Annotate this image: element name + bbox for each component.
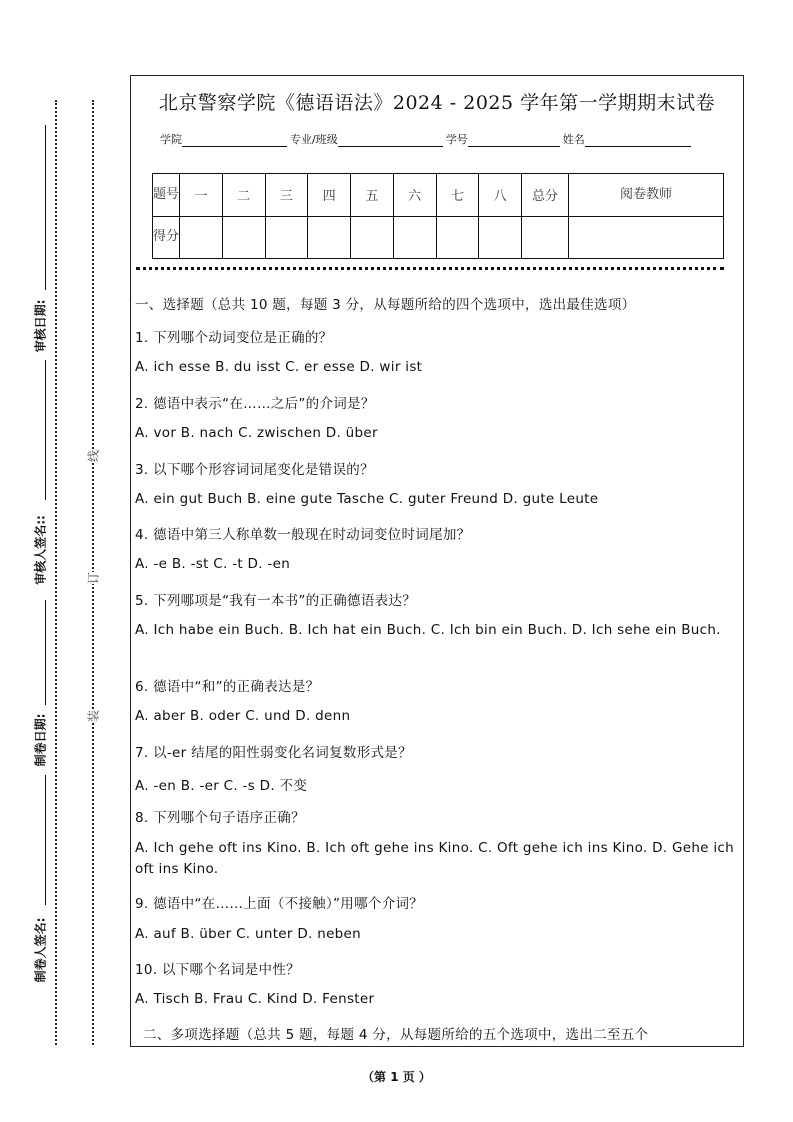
question-7-options: A. -en B. -er C. -s D. 不变 <box>135 778 308 794</box>
college-label: 学院 <box>160 133 182 146</box>
score-col: 二 <box>222 174 265 217</box>
binding-char-xian: 线 <box>86 449 101 463</box>
college-field[interactable] <box>182 132 287 147</box>
question-4: 4. 德语中第三人称单数一般现在时动词变位时词尾加？ <box>135 527 471 543</box>
preparer-signature-line <box>45 775 46 905</box>
score-table-header-row <box>153 174 724 217</box>
student-id-label: 学号 <box>445 133 468 146</box>
question-9-options: A. auf B. über C. unter D. neben <box>135 926 362 942</box>
question-10: 10. 以下哪个名词是中性？ <box>135 962 300 978</box>
question-4-options: A. -e B. -st C. -t D. -en <box>135 556 291 572</box>
section-2-heading: 二、多项选择题（总共 5 题，每题 4 分，从每题所给的五个选项中，选出二至五个 <box>143 1027 649 1043</box>
score-col: 四 <box>308 174 351 217</box>
binding-char-ding: 订 <box>86 571 101 585</box>
student-id-field[interactable] <box>468 132 560 147</box>
binding-char-zhuang: 装 <box>86 709 101 723</box>
score-cell[interactable] <box>222 216 265 259</box>
name-field[interactable] <box>585 132 691 147</box>
question-1: 1. 下列哪个动词变位是正确的？ <box>135 330 333 346</box>
review-date-label: 审核日期: <box>33 299 48 353</box>
score-col: 三 <box>265 174 308 217</box>
score-table-score-row <box>153 216 724 259</box>
question-2-options: A. vor B. nach C. zwischen D. über <box>135 425 378 441</box>
question-3-options: A. ein gut Buch B. eine gute Tasche C. guter Freund D. gute Leute <box>135 491 599 507</box>
score-col: 六 <box>393 174 436 217</box>
prepare-date-label: 制卷日期: <box>33 713 48 767</box>
score-cell[interactable] <box>393 216 436 259</box>
question-10-options: A. Tisch B. Frau C. Kind D. Fenster <box>135 991 375 1007</box>
question-8: 8. 下列哪个句子语序正确？ <box>135 810 305 826</box>
major-label: 专业/班级 <box>290 133 338 146</box>
binding-dotted-line-outer <box>55 100 57 1045</box>
score-cell[interactable] <box>351 216 394 259</box>
section-divider <box>136 267 724 270</box>
preparer-signature-label: 制卷人签名: <box>33 917 48 983</box>
score-col: 五 <box>351 174 394 217</box>
page-number: （第 1 页 ） <box>362 1070 431 1084</box>
score-col: 一 <box>180 174 223 217</box>
name-label: 姓名 <box>562 133 585 146</box>
reviewer-signature-line <box>45 360 46 500</box>
reviewer-signature-label: 审核人签名:: <box>33 515 48 585</box>
section-1-heading: 一、选择题（总共 10 题，每题 3 分，从每题所给的四个选项中，选出最佳选项） <box>135 297 636 313</box>
score-cell[interactable] <box>436 216 479 259</box>
score-cell[interactable] <box>569 216 724 259</box>
question-1-options: A. ich esse B. du isst C. er esse D. wir ist <box>135 359 423 375</box>
question-6-options: A. aber B. oder C. und D. denn <box>135 708 351 724</box>
question-9: 9. 德语中“在……上面（不接触）”用哪个介词？ <box>135 896 424 912</box>
prepare-date-line <box>45 600 46 705</box>
score-table <box>152 173 724 259</box>
student-info-form <box>160 131 694 147</box>
review-date-line <box>45 125 46 290</box>
score-cell[interactable] <box>522 216 569 259</box>
question-2: 2. 德语中表示“在……之后”的介词是？ <box>135 396 375 412</box>
score-cell[interactable] <box>265 216 308 259</box>
major-field[interactable] <box>338 132 443 147</box>
question-8-options: A. Ich gehe oft ins Kino. B. Ich oft gehe ins Kino. C. Oft gehe ich ins Kino. D. Gehe ich oft ins Kino. <box>135 840 734 877</box>
score-col: 七 <box>436 174 479 217</box>
score-cell[interactable] <box>308 216 351 259</box>
score-cell[interactable] <box>180 216 223 259</box>
score-col: 八 <box>479 174 522 217</box>
grader-col: 阅卷教师 <box>569 174 724 217</box>
total-score-col: 总分 <box>522 174 569 217</box>
question-7: 7. 以-er 结尾的阳性弱变化名词复数形式是？ <box>135 745 412 761</box>
question-5: 5. 下列哪项是“我有一本书”的正确德语表达？ <box>135 593 417 609</box>
page-title: 北京警察学院《德语语法》2024 - 2025 学年第一学期期末试卷 <box>158 92 716 114</box>
question-number-header: 题号 <box>153 174 180 217</box>
score-row-header: 得分 <box>153 216 180 259</box>
score-cell[interactable] <box>479 216 522 259</box>
question-3: 3. 以下哪个形容词词尾变化是错误的？ <box>135 462 374 478</box>
question-6: 6. 德语中“和”的正确表达是？ <box>135 679 320 695</box>
question-5-options: A. Ich habe ein Buch. B. Ich hat ein Buch. C. Ich bin ein Buch. D. Ich sehe ein Buch. <box>135 622 721 638</box>
